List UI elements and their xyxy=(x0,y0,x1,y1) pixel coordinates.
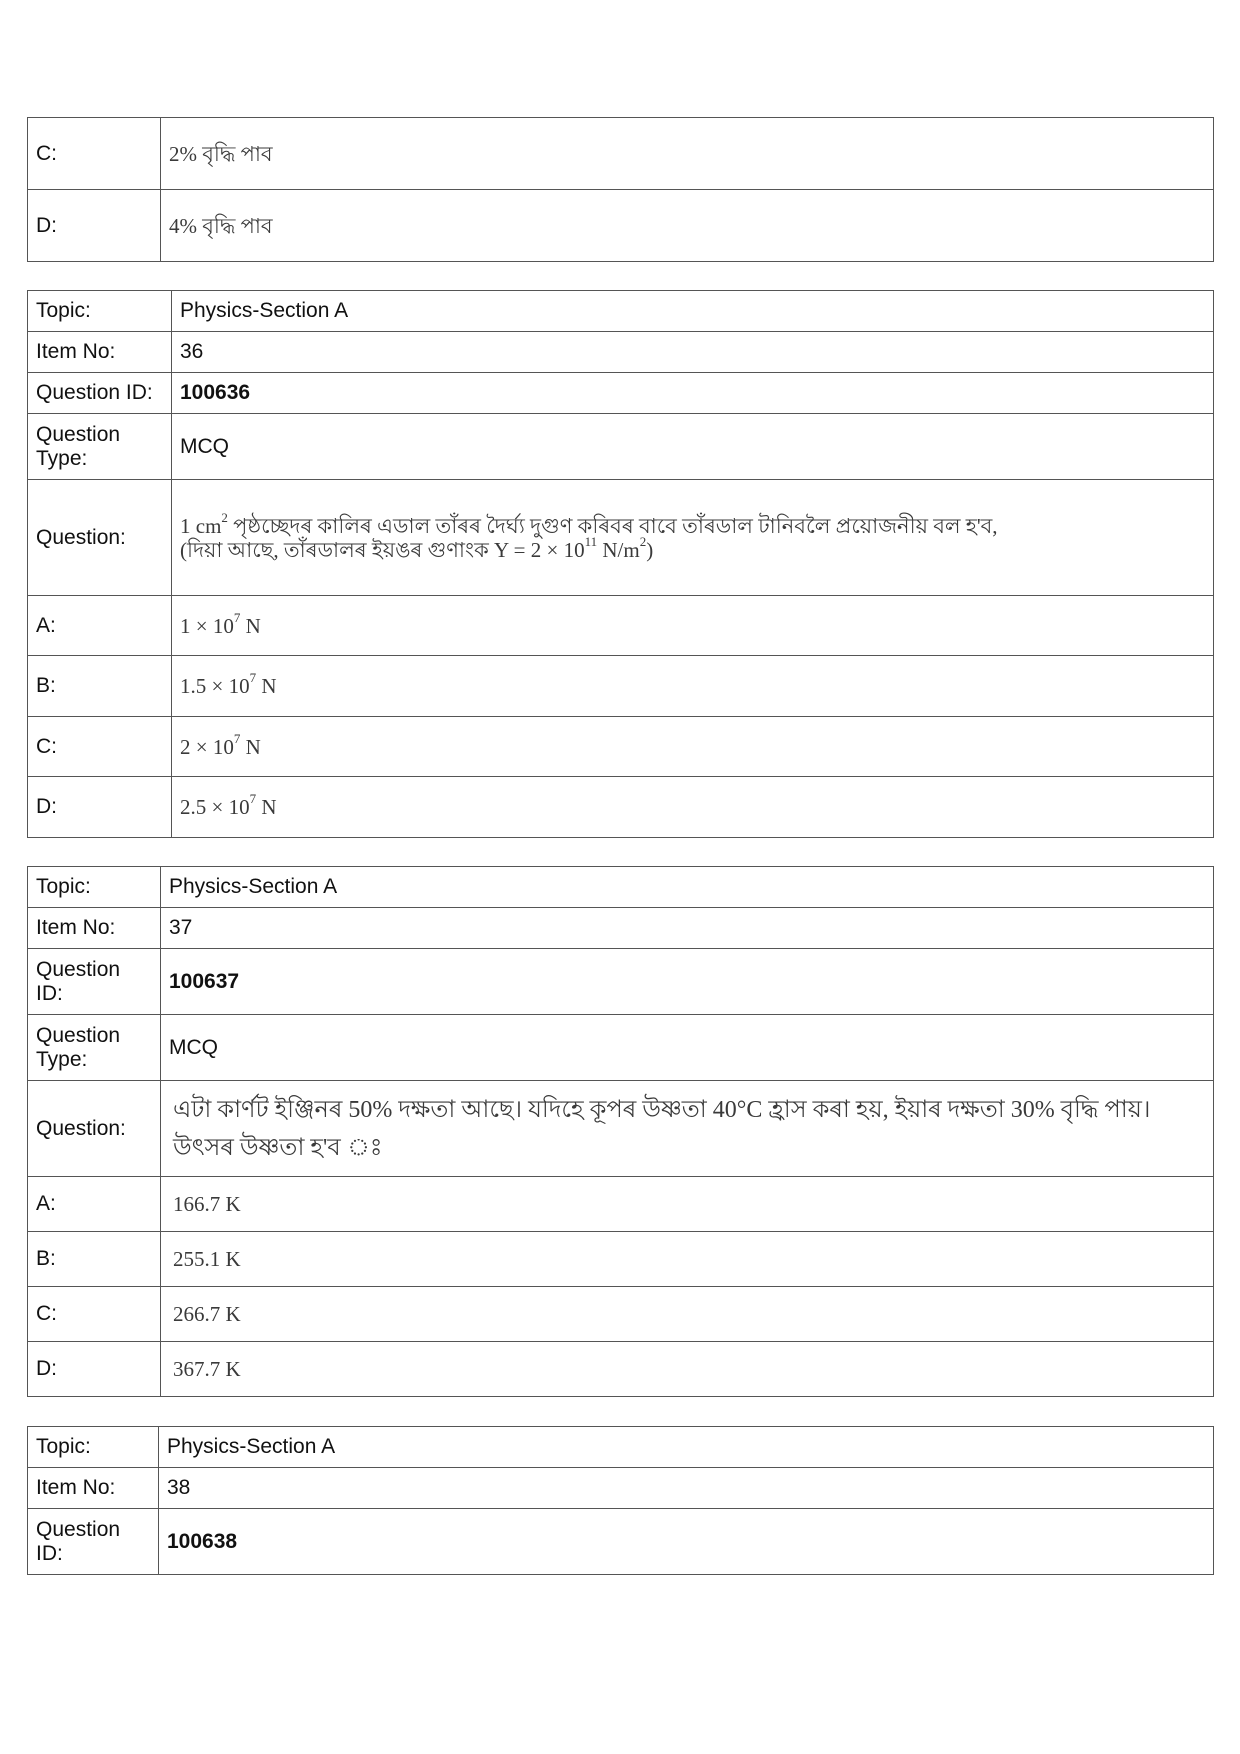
question-type-row xyxy=(28,414,1214,480)
question-type-label-line2: Type: xyxy=(36,446,88,470)
item-no-label: Item No: xyxy=(28,908,161,949)
option-row-d xyxy=(28,190,1214,262)
question-line-1-superscript: 2 xyxy=(221,509,228,525)
option-c-exponent: 7 xyxy=(233,730,241,746)
question-id-label xyxy=(28,1509,159,1575)
question-id-label-line2: ID: xyxy=(36,981,63,1005)
question-label: Question: xyxy=(28,480,172,596)
option-d-base: 2.5 × 10 xyxy=(180,795,250,819)
question-type-value: MCQ xyxy=(161,1015,1214,1081)
question-line-2-unit: N/m xyxy=(597,537,640,562)
question-type-label xyxy=(28,414,172,480)
question-line-2-start: (দিয়া আছে, তাঁৰডালৰ ইয়ঙৰ গুণাংক Y = 2 × 10 xyxy=(180,537,585,562)
question-label: Question: xyxy=(28,1081,161,1177)
option-a-base: 1 × 10 xyxy=(180,613,234,638)
item-no-value: 37 xyxy=(161,908,1214,949)
option-d-text: 367.7 K xyxy=(161,1342,1214,1397)
topic-row xyxy=(28,1427,1214,1468)
option-a-text xyxy=(172,596,1214,656)
question-line-1: এটা কাৰ্ণট ইঞ্জিনৰ 50% দক্ষতা আছে। যদিহে কূপৰ উষ্ণতা 40°C হ্ৰাস কৰা হয়, ইয়াৰ দক্ষতা 30% বৃদ্ধি পায়। xyxy=(173,1096,1151,1123)
question-type-label-line2: Type: xyxy=(36,1047,88,1071)
option-c-text: 266.7 K xyxy=(161,1287,1214,1342)
option-c-label: C: xyxy=(28,717,172,777)
item-37-table xyxy=(27,866,1214,1397)
option-c-label: C: xyxy=(28,1287,161,1342)
option-c-text: 2% বৃদ্ধি পাব xyxy=(161,118,1214,190)
option-a-unit: N xyxy=(240,613,261,638)
option-a-text: 166.7 K xyxy=(161,1177,1214,1232)
option-row-c xyxy=(28,717,1214,777)
item-no-value: 38 xyxy=(159,1468,1214,1509)
option-row-c xyxy=(28,118,1214,190)
option-b-text xyxy=(172,656,1214,717)
prev-item-options-table xyxy=(27,117,1214,262)
topic-value: Physics-Section A xyxy=(172,291,1214,332)
question-id-value: 100636 xyxy=(172,373,1214,414)
question-line-2-end: ) xyxy=(646,537,654,562)
question-row xyxy=(28,1081,1214,1177)
option-row-d xyxy=(28,1342,1214,1397)
option-a-label: A: xyxy=(28,596,172,656)
item-no-value: 36 xyxy=(172,332,1214,373)
option-a-exponent: 7 xyxy=(233,609,241,625)
option-c-unit: N xyxy=(240,734,261,759)
option-a-label: A: xyxy=(28,1177,161,1232)
item-36-table xyxy=(27,290,1214,838)
option-d-label: D: xyxy=(28,1342,161,1397)
option-d-text xyxy=(172,777,1214,838)
item-38-table xyxy=(27,1426,1214,1575)
question-id-row xyxy=(28,1509,1214,1575)
topic-row xyxy=(28,291,1214,332)
option-b-unit: N xyxy=(256,674,277,698)
item-no-row xyxy=(28,1468,1214,1509)
option-b-label: B: xyxy=(28,656,172,717)
question-type-label xyxy=(28,1015,161,1081)
option-row-c xyxy=(28,1287,1214,1342)
option-c-text xyxy=(172,717,1214,777)
option-d-exponent: 7 xyxy=(249,791,257,807)
option-c-base: 2 × 10 xyxy=(180,734,234,759)
item-no-row xyxy=(28,332,1214,373)
question-line-1-end: পৃষ্ঠচ্ছেদৰ কালিৰ এডাল তাঁৰৰ দৈৰ্ঘ্য দুগুণ কৰিবৰ বাবে তাঁৰডাল টানিবলৈ প্ৰয়োজনীয় বল হ'ব, xyxy=(227,513,998,538)
question-id-value: 100637 xyxy=(161,949,1214,1015)
topic-row xyxy=(28,867,1214,908)
option-b-exponent: 7 xyxy=(249,670,257,686)
option-c-label: C: xyxy=(28,118,161,190)
question-line-2 xyxy=(180,533,1205,562)
option-row-b xyxy=(28,656,1214,717)
question-type-label-line1: Question xyxy=(36,422,121,446)
option-row-a xyxy=(28,1177,1214,1232)
option-b-base: 1.5 × 10 xyxy=(180,674,250,698)
option-row-b xyxy=(28,1232,1214,1287)
option-d-label: D: xyxy=(28,190,161,262)
topic-value: Physics-Section A xyxy=(159,1427,1214,1468)
topic-label: Topic: xyxy=(28,291,172,332)
option-row-a xyxy=(28,596,1214,656)
question-id-label: Question ID: xyxy=(28,373,172,414)
question-id-row xyxy=(28,949,1214,1015)
question-id-label-line1: Question xyxy=(36,957,121,981)
question-type-label-line1: Question xyxy=(36,1023,121,1047)
question-line-1-start: 1 cm xyxy=(180,513,222,538)
question-text xyxy=(161,1081,1214,1177)
question-line-2: উৎসৰ উষ্ণতা হ'ব ঃ xyxy=(173,1134,383,1161)
question-line-2-unit-exponent: 2 xyxy=(639,533,647,549)
question-id-label-line2: ID: xyxy=(36,1541,63,1565)
question-id-row xyxy=(28,373,1214,414)
question-type-value: MCQ xyxy=(172,414,1214,480)
topic-label: Topic: xyxy=(28,1427,159,1468)
option-b-label: B: xyxy=(28,1232,161,1287)
question-id-label-line1: Question xyxy=(36,1517,121,1541)
option-d-label: D: xyxy=(28,777,172,838)
option-d-unit: N xyxy=(256,795,277,819)
question-text xyxy=(172,480,1214,596)
option-d-text: 4% বৃদ্ধি পাব xyxy=(161,190,1214,262)
question-type-row xyxy=(28,1015,1214,1081)
topic-label: Topic: xyxy=(28,867,161,908)
option-b-text: 255.1 K xyxy=(161,1232,1214,1287)
topic-value: Physics-Section A xyxy=(161,867,1214,908)
item-no-row xyxy=(28,908,1214,949)
item-no-label: Item No: xyxy=(28,1468,159,1509)
question-id-value: 100638 xyxy=(159,1509,1214,1575)
question-line-2-exponent: 11 xyxy=(584,533,598,549)
question-row xyxy=(28,480,1214,596)
question-id-label xyxy=(28,949,161,1015)
option-row-d xyxy=(28,777,1214,838)
item-no-label: Item No: xyxy=(28,332,172,373)
question-line-1 xyxy=(180,509,1205,538)
